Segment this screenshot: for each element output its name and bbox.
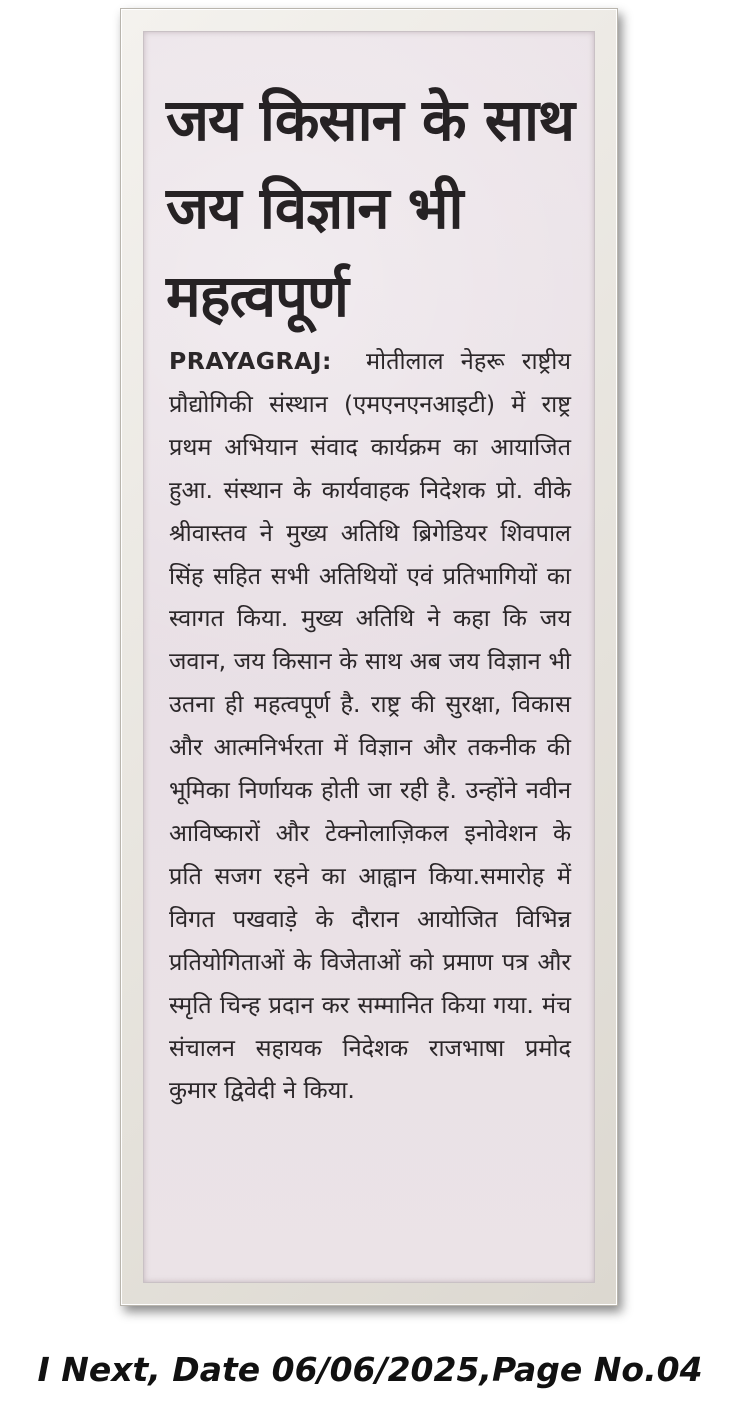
article-headline: जय किसान के साथ जय विज्ञान भी महत्वपूर्ण	[166, 86, 575, 330]
clipping-frame	[120, 8, 618, 1306]
article-dateline: PRAYAGRAJ:	[169, 347, 332, 375]
source-caption: I Next, Date 06/06/2025,Page No.04	[37, 1350, 703, 1389]
article-text: मोतीलाल नेहरू राष्ट्रीय प्रौद्योगिकी संस्थान (एमएनएनआइटी) में राष्ट्र प्रथम अभियान संवाद कार्यक्रम का आयाजित हुआ. संस्थान के कार्यवाहक निदेशक प्रो. वीके श्रीवास्तव ने मुख्य अतिथि ब्रिगेडियर शिवपाल सिंह सहित सभी अतिथियों एवं प्रतिभागियों का स्वागत किया. मुख्य अतिथि ने कहा कि जय जवान, जय किसान के साथ अब जय विज्ञान भी उतना ही महत्वपूर्ण है. राष्ट्र की सुरक्षा, विकास और आत्मनिर्भरता में विज्ञान और तकनीक की भूमिका निर्णायक होती जा रही है. उन्होंने नवीन आविष्कारों और टेक्नोलाज़िकल इनोवेशन के प्रति सजग रहने का आह्वान किया.समारोह में विगत पखवाड़े के दौरान आयोजित विभिन्न प्रतियोगिताओं के विजेताओं को प्रमाण पत्र और स्मृति चिन्ह प्रदान कर सम्मानित किया गया. मंच संचालन सहायक निदेशक राजभाषा प्रमोद कुमार द्विवेदी ने किया.	[169, 347, 571, 1105]
article-body	[169, 340, 571, 1112]
newspaper-clipping	[143, 31, 595, 1283]
